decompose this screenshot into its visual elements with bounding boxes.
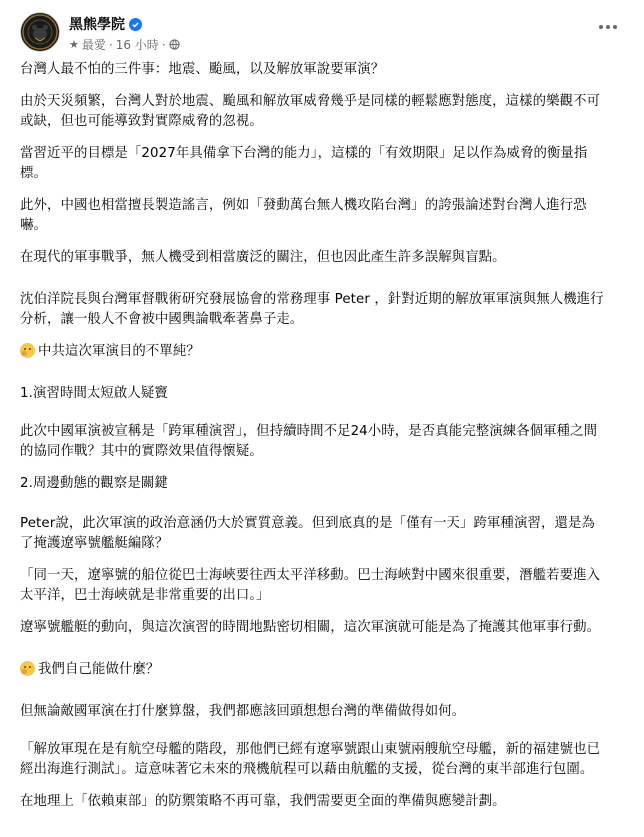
- post-paragraph: [20, 196, 587, 236]
- post-paragraph: [20, 422, 597, 462]
- post-paragraph: [20, 248, 506, 268]
- paragraph-text: 台灣人最不怕的三件事：地震、颱風，以及解放軍說要軍演？: [20, 62, 385, 77]
- paragraph-text: 在現代的軍事戰爭，無人機受到相當廣泛的關注，但也因此產生許多誤解與盲點。: [20, 250, 506, 265]
- thinking-face-emoji-icon: [20, 343, 35, 358]
- favorite-label[interactable]: 最愛: [81, 38, 106, 52]
- paragraph-text: 1.演習時間太短啟人疑竇: [20, 386, 168, 401]
- paragraph-text: 但無論敵國軍演在打什麼算盤，我們都應該回頭想想台灣的準備做得如何。: [20, 704, 466, 719]
- post-paragraph: [20, 290, 604, 330]
- more-dot-icon: [599, 25, 603, 29]
- page-name-link[interactable]: [69, 14, 142, 34]
- globe-icon[interactable]: [169, 39, 180, 50]
- more-dot-icon: [606, 25, 610, 29]
- section-heading: [20, 660, 159, 680]
- meta-separator-2: ·: [161, 37, 166, 52]
- paragraph-text: 「解放軍現在是有航空母艦的階段，那他們已經有遼寧號跟山東號兩艘航空母艦，新的福建號也已 經出海進行測試」。這意味著它未來的飛機航程可以藉由航艦的支援，從台灣的東半部進行包圍。: [20, 742, 601, 777]
- post-paragraph: [20, 618, 600, 638]
- paragraph-text: 當習近平的目標是「2027年具備拿下台灣的能力」，這樣的「有效期限」足以作為威脅的衡量指 標。: [20, 146, 588, 181]
- verified-badge-icon: [129, 18, 142, 31]
- post-paragraph: [20, 92, 600, 132]
- paragraph-text: 在地理上「依賴東部」的防禦策略不再可靠，我們需要更全面的準備與應變計劃。: [20, 794, 506, 809]
- post-paragraph: [20, 740, 600, 780]
- paragraph-text: 沈伯洋院長與台灣軍督戰術研究發展協會的常務理事 Peter ，針對近期的解放軍軍演與無人機進行 分析，讓一般人不會被中國輿論戰牽著鼻子走。: [20, 292, 604, 327]
- more-options-button[interactable]: [592, 16, 624, 38]
- paragraph-text: Peter說，此次軍演的政治意涵仍大於實質意義。但到底真的是「僅有一天」跨軍種演習，還是為 了掩護遼寧號艦艇編隊？: [20, 516, 595, 551]
- post-timestamp[interactable]: 16 小時: [115, 38, 159, 52]
- post-paragraph: [20, 702, 465, 722]
- paragraph-text: 由於天災頻繁，台灣人對於地震、颱風和解放軍威脅幾乎是同樣的輕鬆應對態度，這樣的樂觀不可 或缺，但也可能導致對實際威脅的忽視。: [20, 94, 601, 129]
- paragraph-text: 2.周邊動態的觀察是關鍵: [20, 476, 168, 491]
- more-dot-icon: [613, 25, 617, 29]
- star-icon: ★: [69, 38, 79, 51]
- post-header: [20, 12, 620, 56]
- paragraph-text: 中共這次軍演目的不單純？: [38, 344, 200, 359]
- post-paragraph: [20, 474, 168, 494]
- post-paragraph: [20, 566, 600, 606]
- post-paragraph: [20, 144, 587, 184]
- meta-separator: ·: [108, 37, 113, 52]
- paragraph-text: 我們自己能做什麼？: [38, 662, 160, 677]
- section-heading: [20, 342, 200, 362]
- post-paragraph: [20, 384, 168, 404]
- page-name-text: 黑熊學院: [69, 17, 125, 33]
- post-paragraph: [20, 60, 384, 80]
- post-meta: [69, 36, 180, 53]
- paragraph-text: 遼寧號艦艇的動向，與這次演習的時間地點密切相關，這次軍演就可能是為了掩護其他軍事行動。: [20, 620, 601, 635]
- thinking-face-emoji-icon: [20, 661, 35, 676]
- post-paragraph: [20, 792, 506, 812]
- paragraph-text: 此次中國軍演被宣稱是「跨軍種演習」，但持續時間不足24小時，是否真能完整演練各個軍種之間 的協同作戰？其中的實際效果值得懷疑。: [20, 424, 598, 459]
- page-avatar[interactable]: [20, 12, 60, 52]
- bear-logo-icon: [21, 13, 59, 51]
- paragraph-text: 此外，中國也相當擅長製造謠言，例如「發動萬台無人機攻陷台灣」的誇張論述對台灣人進行恐 嚇。: [20, 198, 587, 233]
- post-paragraph: [20, 514, 595, 554]
- paragraph-text: 「同一天，遼寧號的船位從巴士海峽要往西太平洋移動。巴士海峽對中國來很重要，潛艦若要進入 太平洋，巴士海峽就是非常重要的出口。」: [20, 568, 601, 603]
